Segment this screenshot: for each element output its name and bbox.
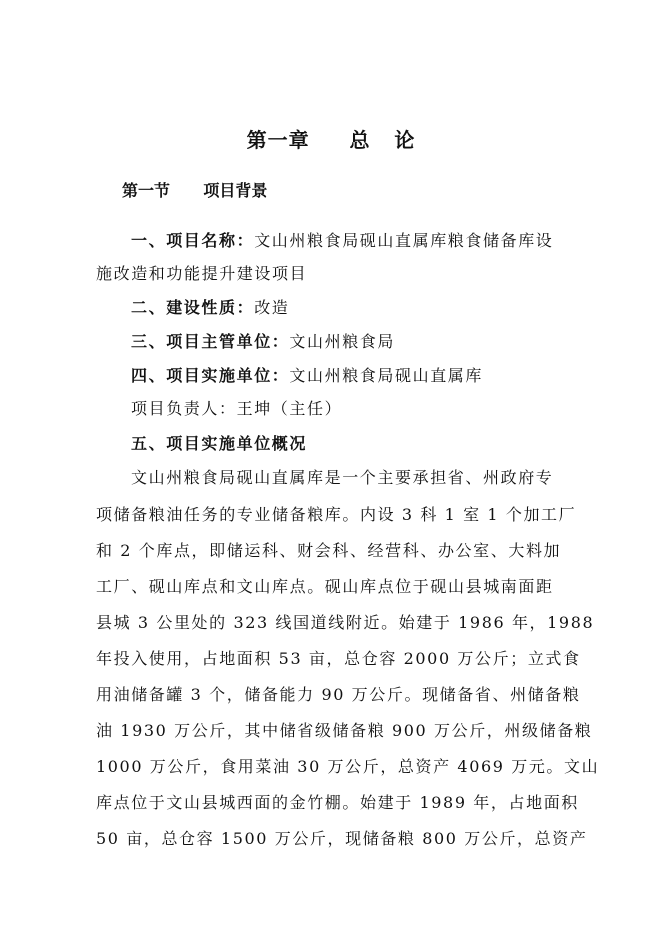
supervising-unit-value: 文山州粮食局 (289, 332, 396, 351)
paragraph-line: 工厂、砚山库点和文山库点。砚山库点位于砚山县城南面距 (96, 577, 554, 596)
section-title: 第一节 项目背景 (122, 181, 268, 200)
project-name-label: 一、项目名称： (131, 231, 255, 250)
paragraph-line: 文山州粮食局砚山直属库是一个主要承担省、州政府专 (131, 468, 554, 487)
construction-nature-value: 改造 (254, 298, 290, 317)
implementing-unit-label: 四、项目实施单位： (131, 366, 290, 385)
paragraph-line: 用油储备罐 3 个，储备能力 90 万公斤。现储备省、州储备粮 (96, 685, 581, 704)
paragraph-line: 年投入使用，占地面积 53 亩，总仓容 2000 万公斤；立式食 (96, 649, 581, 668)
unit-overview-heading: 五、项目实施单位概况 (131, 434, 308, 453)
paragraph-line: 和 2 个库点，即储运科、财会科、经营科、办公室、大料加 (96, 541, 562, 560)
project-leader-line: 项目负责人：王坤（主任） (131, 399, 343, 418)
construction-nature-line (131, 298, 289, 318)
paragraph-line: 项储备粮油任务的专业储备粮库。内设 3 科 1 室 1 个加工厂 (96, 505, 577, 524)
implementing-unit-value: 文山州粮食局砚山直属库 (289, 366, 484, 385)
chapter-title: 第一章 总 论 (246, 128, 416, 152)
construction-nature-label: 二、建设性质： (131, 298, 255, 317)
implementing-unit-line (131, 366, 483, 386)
supervising-unit-line (131, 332, 395, 352)
project-name-continuation: 施改造和功能提升建设项目 (96, 264, 308, 283)
paragraph-line: 县城 3 公里处的 323 线国道线附近。始建于 1986 年，1988 (96, 613, 595, 632)
paragraph-line: 库点位于文山县城西面的金竹棚。始建于 1989 年，占地面积 (96, 793, 579, 812)
project-name-value: 文山州粮食局砚山直属库粮食储备库设 (254, 231, 554, 250)
paragraph-line: 油 1930 万公斤，其中储省级储备粮 900 万公斤，州级储备粮 (96, 721, 593, 740)
supervising-unit-label: 三、项目主管单位： (131, 332, 290, 351)
paragraph-line: 50 亩，总仓容 1500 万公斤，现储备粮 800 万公斤，总资产 (96, 829, 588, 848)
paragraph-line: 1000 万公斤，食用菜油 30 万公斤，总资产 4069 万元。文山 (96, 757, 600, 776)
project-name-line (131, 231, 553, 251)
